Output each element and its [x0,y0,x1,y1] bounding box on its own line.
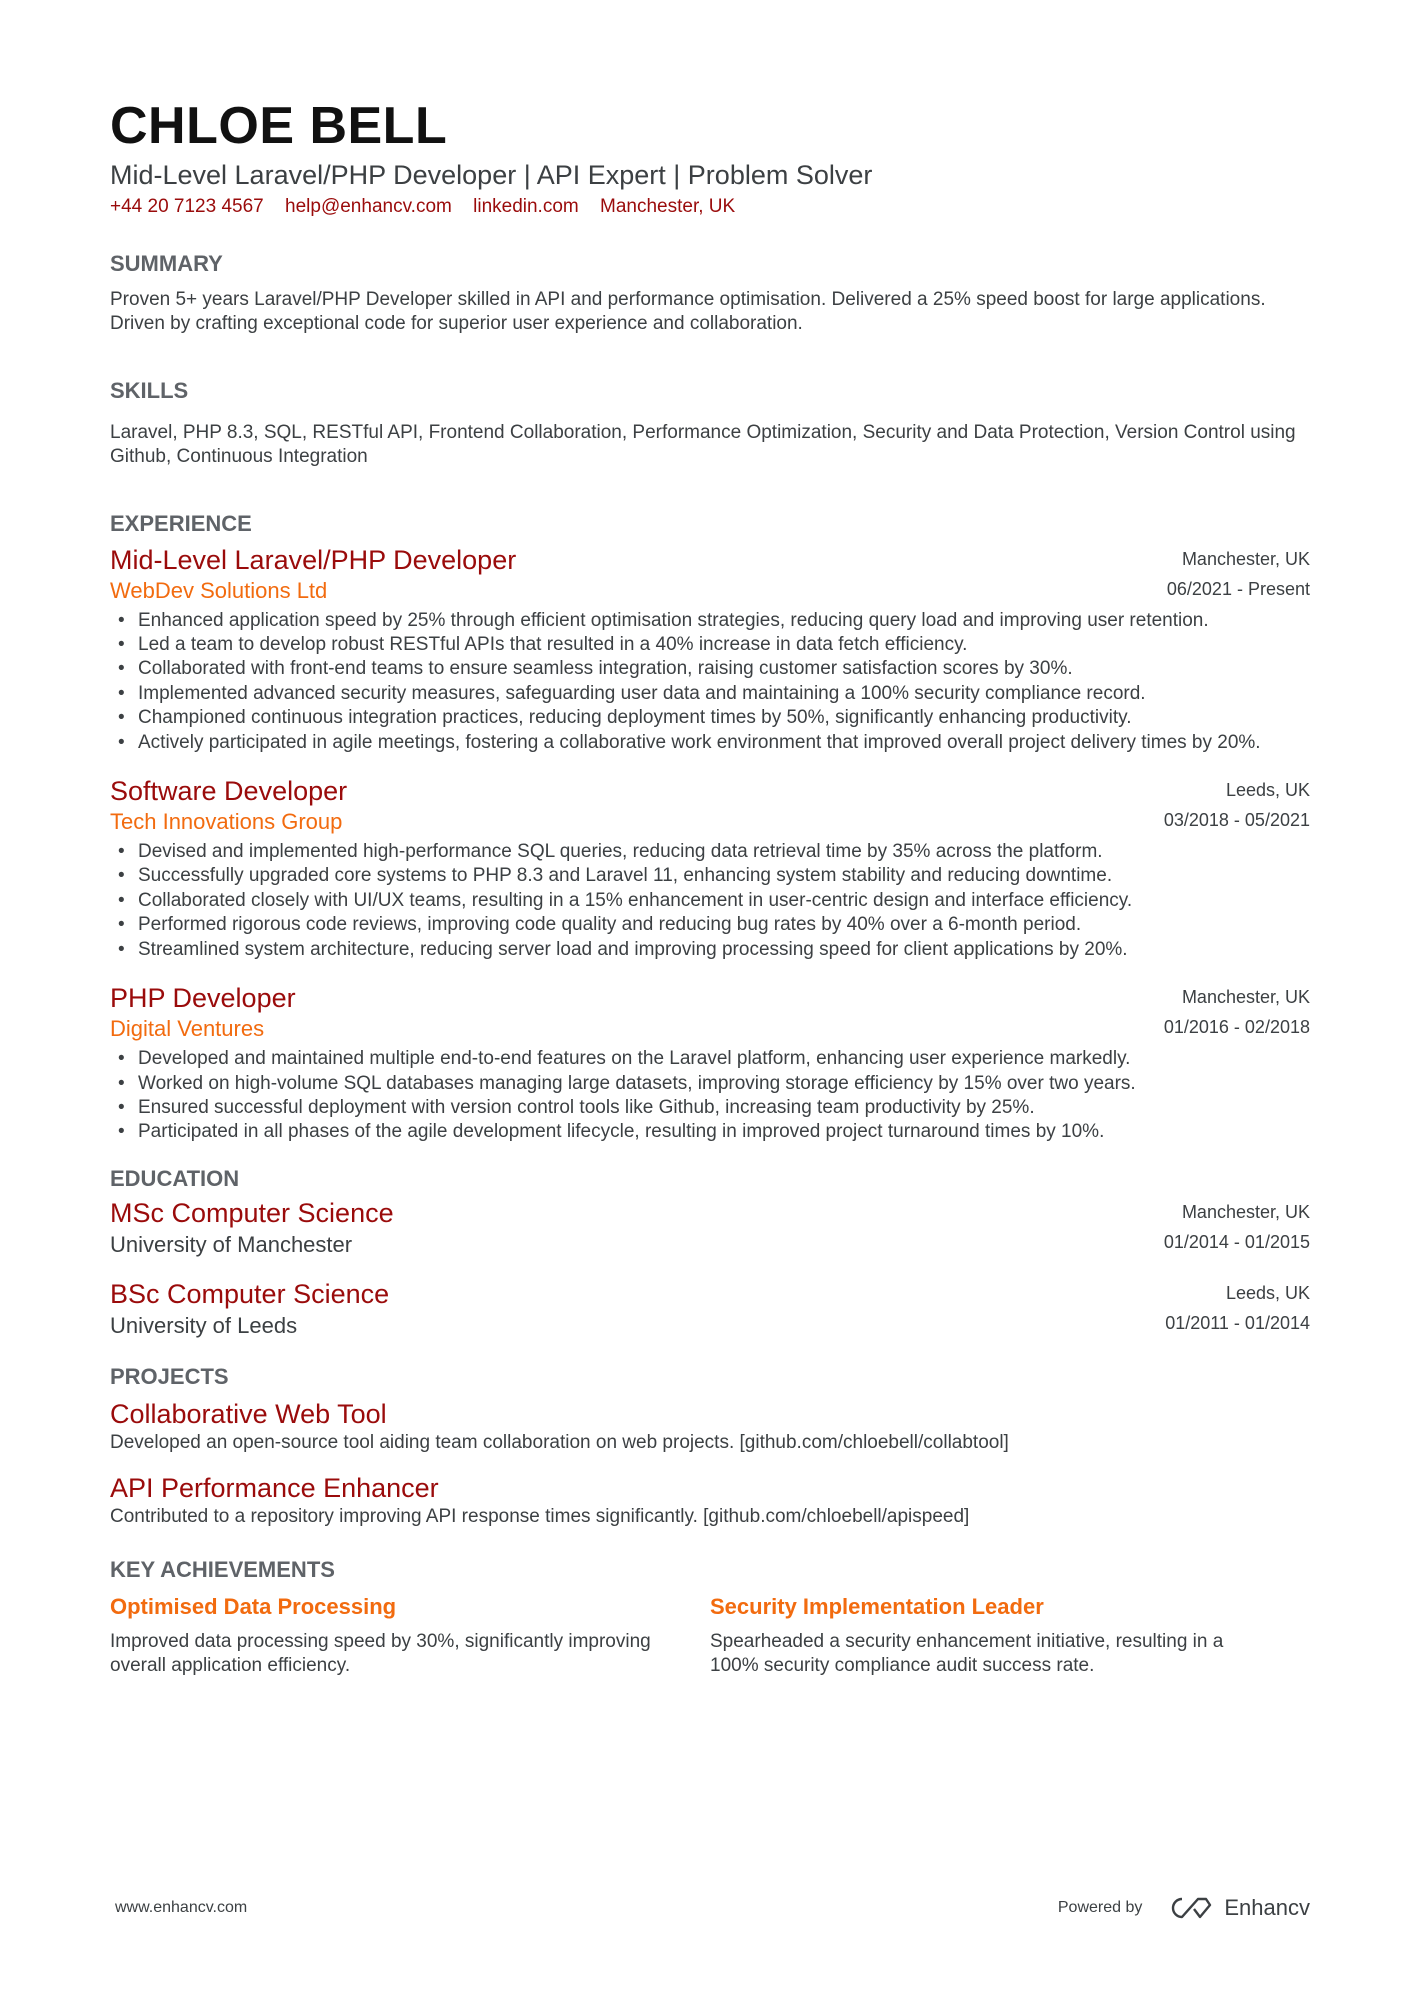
education-entry [110,1278,1310,1341]
bullet-item: • Developed and maintained multiple end-to-end features on the Laravel platform, enhancing user experience markedly. [110,1047,1310,1071]
job-bullets [110,1047,1310,1145]
achievement-title: Optimised Data Processing [110,1593,397,1619]
job-dates: 03/2018 - 05/2021 [1163,810,1310,831]
section-heading-projects: PROJECTS [110,1363,229,1389]
degree: BSc Computer Science [110,1278,390,1309]
job-title-block [110,982,296,1043]
skills-text: Laravel, PHP 8.3, SQL, RESTful API, Frontend Collaboration, Performance Optimization, Security and Data Protection, Version Control using Github, Continuous Integration [110,421,1296,468]
job-header [110,544,1310,605]
achievement-entry [710,1592,1310,1679]
powered-by [1058,1895,1310,1921]
achievements-list [110,1592,1310,1679]
job-location: Manchester, UK [1181,548,1310,569]
section-heading-skills: SKILLS [110,377,189,403]
bullet-item: • Collaborated closely with UI/UX teams, resulting in a 15% enhancement in user-centric design and interface efficiency. [110,889,1310,913]
job-title: Mid-Level Laravel/PHP Developer [110,544,517,575]
enhancv-brand-name: Enhancv [1224,1895,1310,1920]
job-header [110,982,1310,1043]
degree: MSc Computer Science [110,1197,394,1228]
company-name: WebDev Solutions Ltd [110,577,328,603]
bullet-item: • Worked on high-volume SQL databases managing large datasets, improving storage efficiency by 15% over two years. [110,1072,1310,1096]
job-title-block [110,775,347,836]
company-name: Digital Ventures [110,1016,265,1042]
section-heading-summary: SUMMARY [110,251,223,276]
bullet-item: • Devised and implemented high-performance SQL queries, reducing data retrieval time by 35% across the platform. [110,840,1310,864]
powered-by-label: Powered by [1057,1899,1143,1916]
project-title: API Performance Enhancer [110,1473,439,1504]
project-description: Contributed to a repository improving API response times significantly. [github.com/chloebell/apispeed] [110,1506,970,1528]
phone[interactable]: +44 20 7123 4567 [110,196,264,217]
job-bullets [110,609,1310,755]
project-title: Collaborative Web Tool [110,1398,387,1429]
section-heading-education: EDUCATION [110,1165,240,1191]
contact-info [110,194,1310,220]
job-title-block [110,544,516,605]
bullet-item: • Performed rigorous code reviews, improving code quality and reducing bug rates by 40% over a 6-month period. [110,913,1310,937]
project-entry [110,1471,1310,1529]
school-name: University of Manchester [110,1231,353,1257]
resume [110,96,1310,1678]
job-entry [110,982,1310,1145]
job-dates: 06/2021 - Present [1166,578,1310,599]
education-meta [1164,1197,1310,1257]
job-meta [1164,775,1310,835]
job-header [110,775,1310,836]
job-title: Software Developer [110,776,348,807]
job-meta [1167,544,1310,604]
enhancv-logo-icon [1168,1895,1214,1921]
school-name: University of Leeds [110,1312,298,1338]
achievement-description: Spearheaded a security enhancement initiative, resulting in a 100% security compliance audit success rate. [710,1630,1224,1676]
job-location: Leeds, UK [1225,780,1310,801]
enhancv-logo [1168,1895,1310,1921]
education-list [110,1197,1310,1341]
achievement-entry [110,1592,710,1679]
education-entry [110,1197,1310,1260]
company-name: Tech Innovations Group [110,809,343,835]
bullet-item: • Ensured successful deployment with version control tools like Github, increasing team productivity by 25%. [110,1096,1310,1120]
projects-list [110,1397,1310,1530]
headline: Mid-Level Laravel/PHP Developer | API Expert | Problem Solver [110,160,873,190]
achievement-title: Security Implementation Leader [710,1593,1044,1619]
bullet-item: • Streamlined system architecture, reducing server load and improving processing speed for client applications by 20%. [110,938,1310,962]
bullet-item: • Enhanced application speed by 25% through efficient optimisation strategies, reducing query load and improving user retention. [110,609,1310,633]
website-link[interactable]: www.enhancv.com [115,1899,248,1916]
achievement-description: Improved data processing speed by 30%, significantly improving overall application efficiency. [110,1630,651,1676]
project-entry [110,1397,1310,1455]
education-location: Leeds, UK [1225,1282,1310,1303]
job-meta [1164,982,1310,1042]
bullet-item: • Led a team to develop robust RESTful APIs that resulted in a 40% increase in data fetch efficiency. [110,633,1310,657]
bullet-item: • Participated in all phases of the agile development lifecycle, resulting in improved project turnaround times by 10%. [110,1120,1310,1144]
project-description: Developed an open-source tool aiding team collaboration on web projects. [github.com/chloebell/collabtool] [110,1431,1009,1453]
linkedin-link[interactable]: linkedin.com [473,196,579,217]
job-title: PHP Developer [110,983,296,1014]
job-bullets [110,840,1310,962]
footer [115,1895,1310,1921]
job-entry [110,544,1310,755]
education-meta [1165,1278,1310,1338]
education-location: Manchester, UK [1181,1201,1310,1222]
education-block [110,1197,394,1260]
section-heading-experience: EXPERIENCE [110,510,252,536]
bullet-item: • Successfully upgraded core systems to PHP 8.3 and Laravel 11, enhancing system stability and reducing downtime. [110,864,1310,888]
education-block [110,1278,389,1341]
job-dates: 01/2016 - 02/2018 [1163,1017,1310,1038]
job-entry [110,775,1310,962]
location: Manchester, UK [600,196,736,217]
summary-text: Proven 5+ years Laravel/PHP Developer skilled in API and performance optimisation. Delivered a 25% speed boost for large applications. Driven by crafting exceptional code for superior user experience and collaboration. [110,289,1266,335]
email-link[interactable]: help@enhancv.com [285,196,452,217]
bullet-item: • Actively participated in agile meetings, fostering a collaborative work environment that improved overall project delivery times by 20%. [110,731,1310,755]
education-dates: 01/2014 - 01/2015 [1163,1231,1310,1252]
bullet-item: • Championed continuous integration practices, reducing deployment times by 50%, significantly enhancing productivity. [110,706,1310,730]
experience-list [110,544,1310,1145]
job-location: Manchester, UK [1181,987,1310,1008]
bullet-item: • Collaborated with front-end teams to ensure seamless integration, raising customer satisfaction scores by 30%. [110,657,1310,681]
bullet-item: • Implemented advanced security measures, safeguarding user data and maintaining a 100% security compliance record. [110,682,1310,706]
candidate-name: CHLOE BELL [110,97,448,155]
section-heading-achievements: KEY ACHIEVEMENTS [110,1556,335,1582]
education-dates: 01/2011 - 01/2014 [1165,1312,1310,1333]
